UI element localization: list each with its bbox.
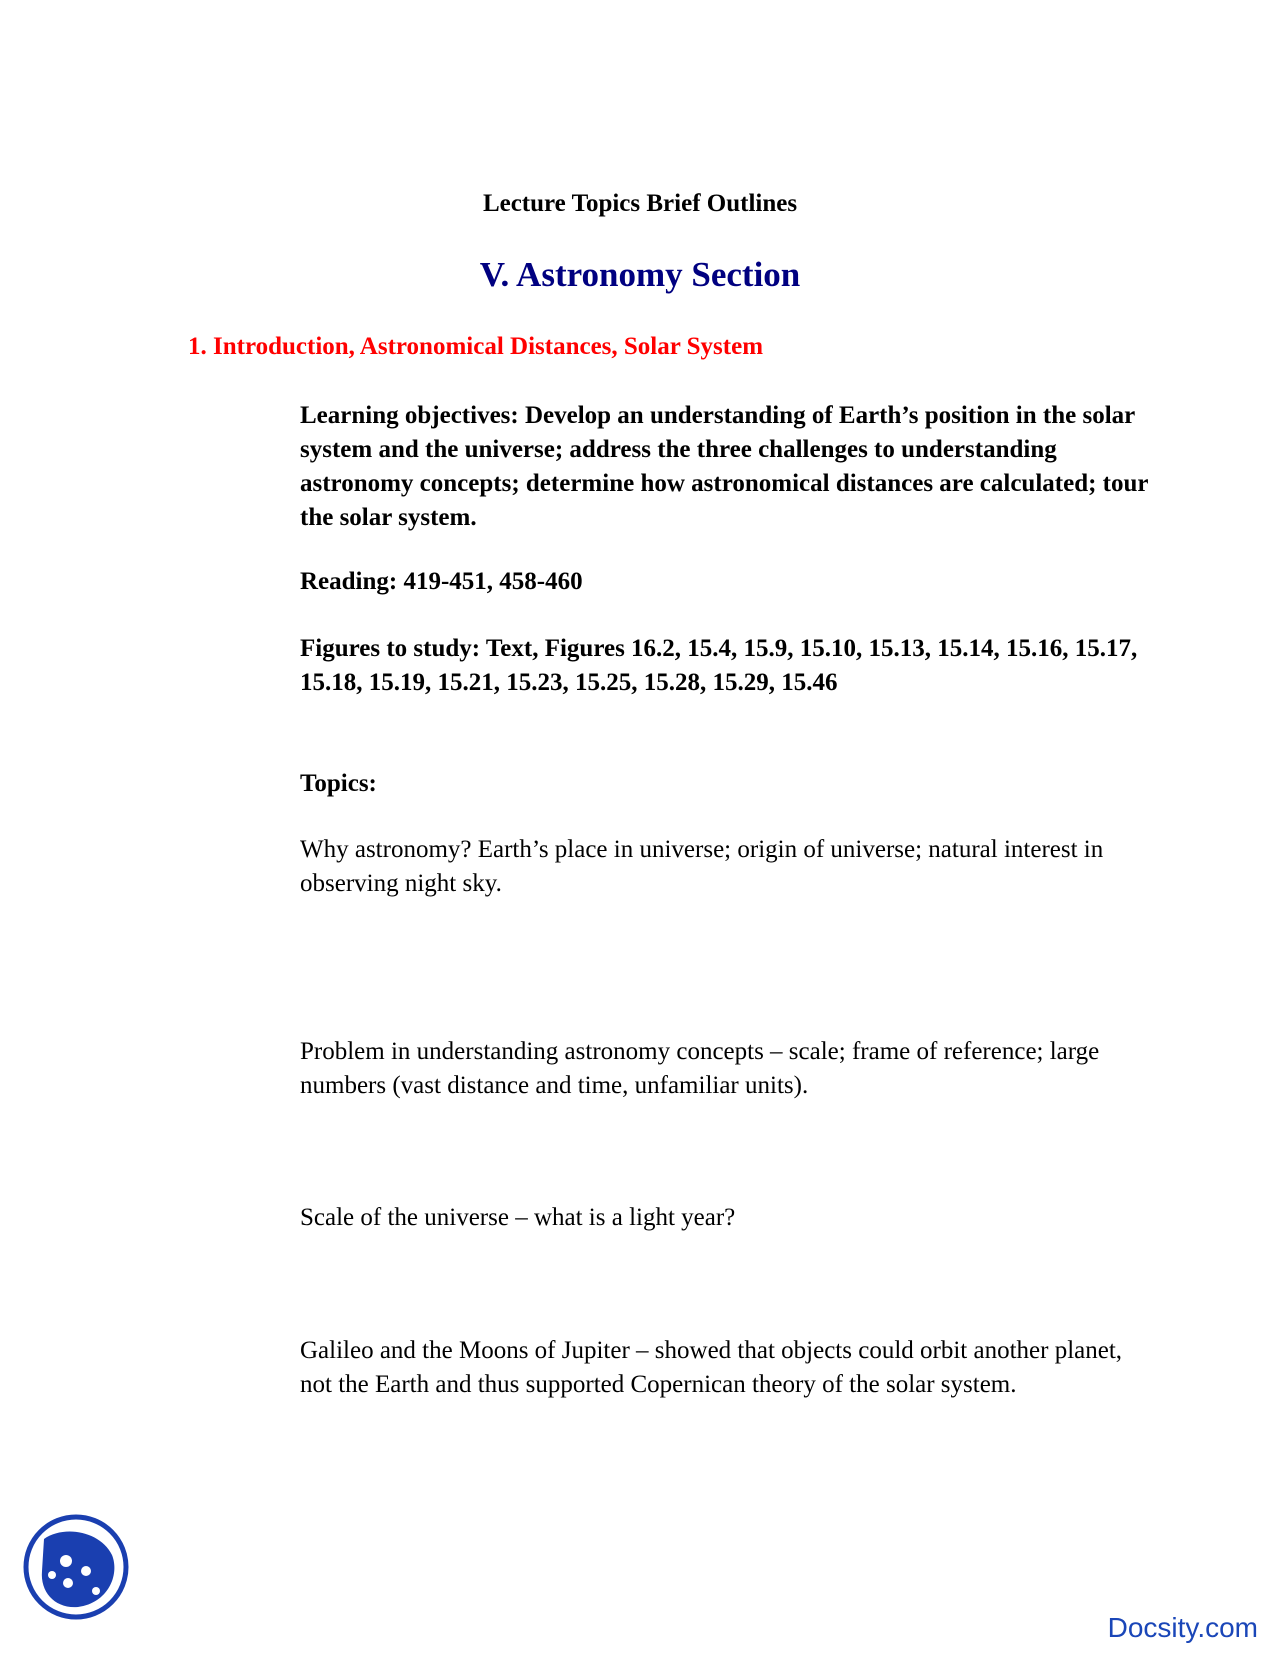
topic-paragraph: Galileo and the Moons of Jupiter – showed that objects could orbit another planet, not the Earth and thus supported Copernican theory of the solar system. — [300, 1337, 1123, 1398]
topic-paragraph: Why astronomy? Earth’s place in universe; origin of universe; natural interest in observing night sky. — [300, 836, 1104, 897]
topics-label: Topics: — [300, 770, 377, 797]
topic-paragraph: Problem in understanding astronomy concepts – scale; frame of reference; large numbers (vast distance and time, unfamiliar units). — [300, 1038, 1100, 1099]
topic-paragraph: Scale of the universe – what is a light year? — [300, 1204, 736, 1231]
docsity-brand-link[interactable]: Docsity.com — [1107, 1612, 1258, 1643]
document-title: Lecture Topics Brief Outlines — [482, 190, 798, 217]
figures-to-study: Figures to study: Text, Figures 16.2, 15.4, 15.9, 15.10, 15.13, 15.14, 15.16, 15.17, 15.18, 15.19, 15.21, 15.23, 15.25, 15.28, 15.29, 15.46 — [300, 635, 1138, 696]
section-title: V. Astronomy Section — [479, 255, 801, 294]
reading-assignment: Reading: 419-451, 458-460 — [300, 568, 583, 595]
docsity-logo-icon[interactable] — [22, 1513, 130, 1621]
topic-heading: 1. Introduction, Astronomical Distances, Solar System — [188, 333, 764, 360]
learning-objectives: Learning objectives: Develop an understanding of Earth’s position in the solar system and the universe; address the three challenges to understanding astronomy concepts; determine how astronomical distances are calculated; tour the solar system. — [300, 402, 1149, 531]
